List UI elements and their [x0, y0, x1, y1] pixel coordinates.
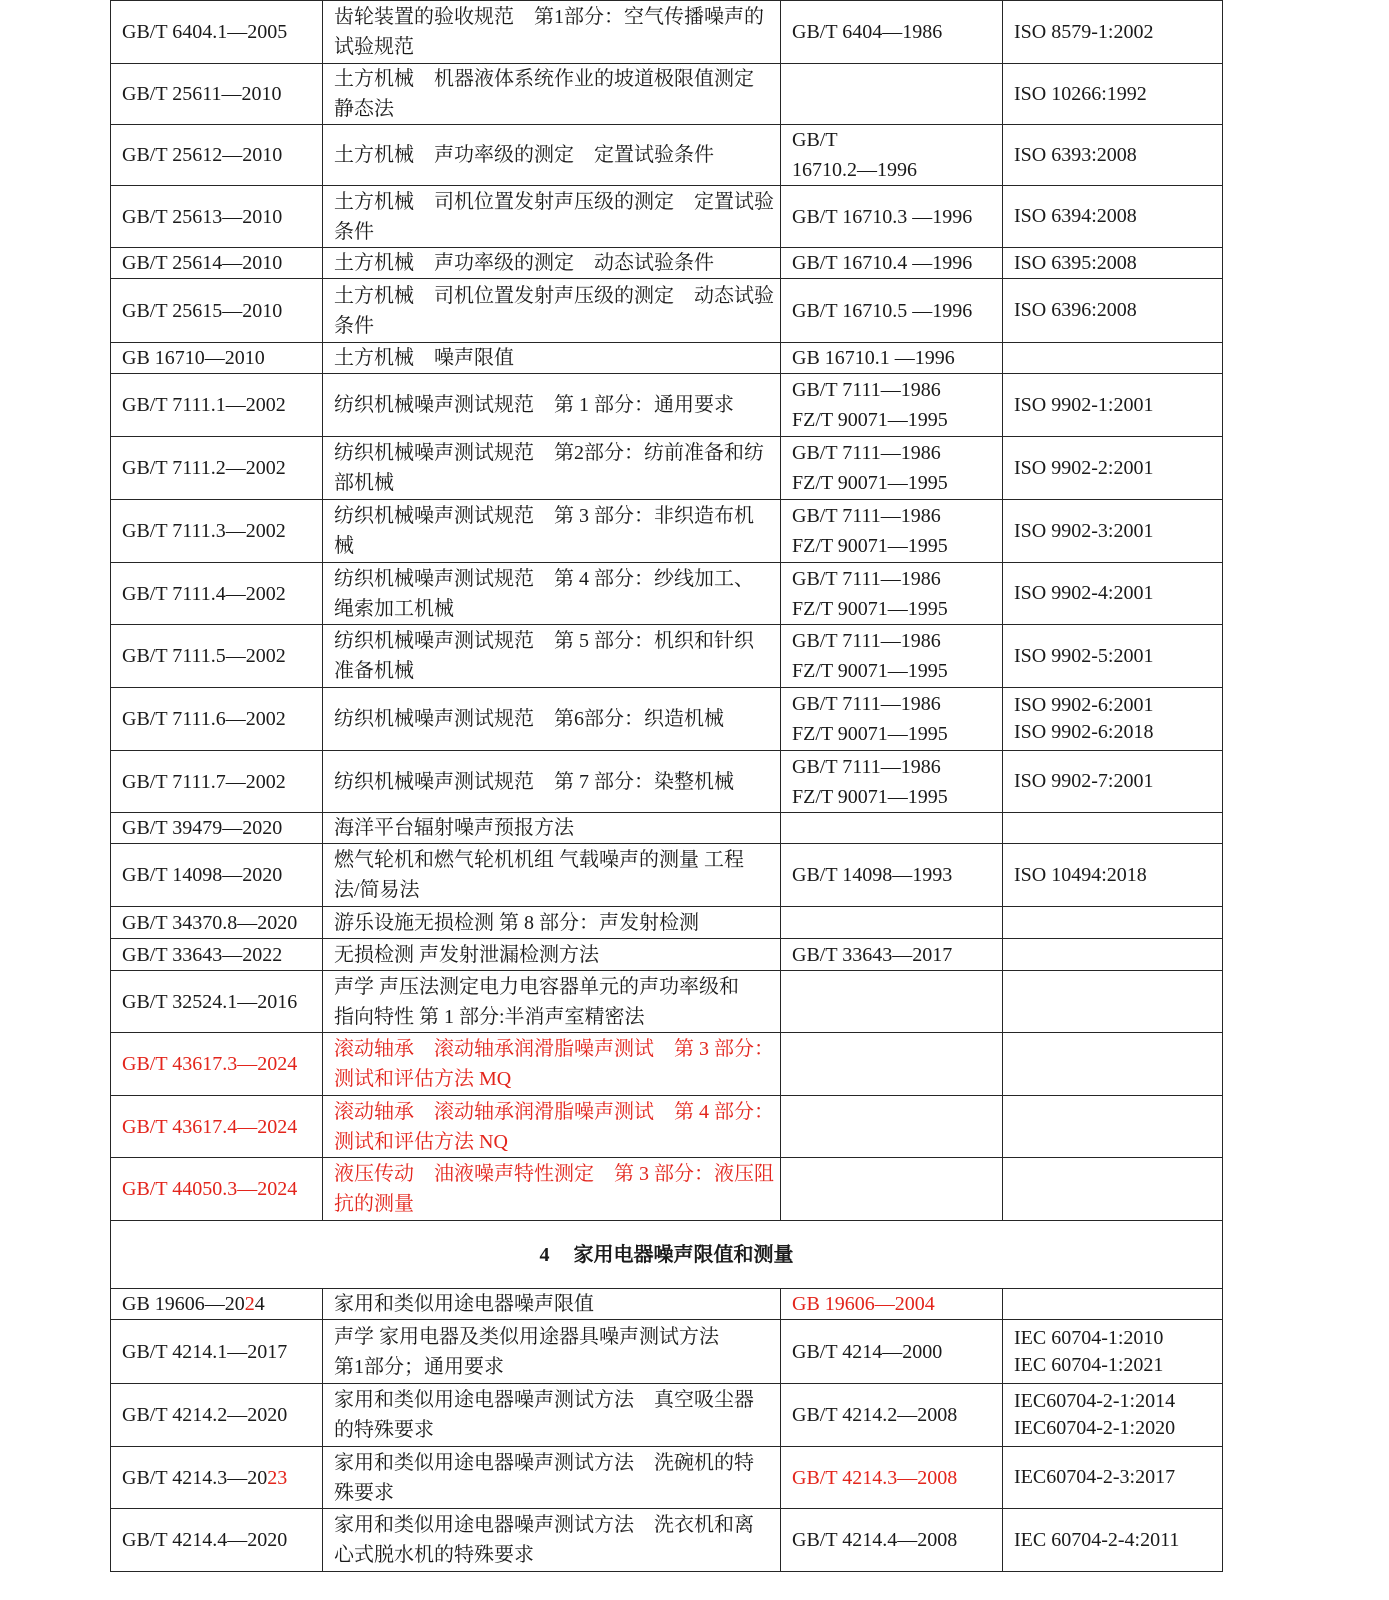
adopted-international-standard-cell: [1003, 1320, 1223, 1384]
standard-title-line: 试验规范: [334, 36, 414, 58]
replaced-standard: GB/T 7111—1986: [792, 630, 941, 652]
adopted-international-standard: ISO 6396:2008: [1014, 299, 1137, 321]
standard-code-cell: [111, 813, 323, 844]
adopted-international-standard-cell: [1003, 1509, 1223, 1572]
standard-code: GB/T 7111.7—2002: [122, 770, 286, 793]
replaced-standard-cell: [781, 64, 1003, 125]
standard-code-cell: [111, 1096, 323, 1158]
table-row: [111, 500, 1223, 563]
standard-title-cell: [323, 186, 781, 248]
adopted-international-standard-cell: [1003, 1033, 1223, 1096]
standard-title-cell: [323, 563, 781, 625]
replaced-standard: GB/T 6404—1986: [792, 21, 943, 43]
standard-code: GB/T 7111.2—2002: [122, 457, 286, 479]
standard-code: GB/T 32524.1—2016: [122, 990, 298, 1013]
table-row: [111, 1289, 1223, 1320]
standard-code-cell: [111, 1158, 323, 1221]
replaced-standard-cell: [781, 186, 1003, 248]
replaced-standard: GB 16710.1 —1996: [792, 347, 955, 369]
standard-title-cell: [323, 1320, 781, 1384]
replaced-standard-cell: [781, 1096, 1003, 1158]
standard-title-line: 条件: [334, 314, 374, 337]
standard-title-line: 声学 家用电器及类似用途器具噪声测试方法: [334, 1325, 719, 1348]
standard-code-cell: [111, 1320, 323, 1384]
adopted-international-standard: ISO 9902-4:2001: [1014, 582, 1154, 604]
standard-title-line: 土方机械 司机位置发射声压级的测定 动态试验: [334, 284, 774, 307]
adopted-international-standard: ISO 6393:2008: [1014, 143, 1137, 166]
adopted-international-standard-cell: [1003, 500, 1223, 563]
standard-title-cell: [323, 1096, 781, 1158]
table-row: [111, 1158, 1223, 1221]
table-row: [111, 1, 1223, 64]
standard-title-cell: [323, 813, 781, 844]
replaced-standard-cell: [781, 907, 1003, 939]
standard-code-part: 4: [254, 1293, 265, 1315]
adopted-international-standard-cell: [1003, 1289, 1223, 1320]
standard-title-line: 滚动轴承 滚动轴承润滑脂噪声测试 第 4 部分：: [334, 1100, 774, 1123]
adopted-international-standard: ISO 10266:1992: [1014, 82, 1147, 105]
adopted-international-standard-cell: [1003, 939, 1223, 971]
standard-code-cell: [111, 64, 323, 125]
standard-code-cell: [111, 1384, 323, 1447]
standard-title-cell: [323, 688, 781, 751]
standard-code-cell: [111, 1033, 323, 1096]
standard-title-line: 准备机械: [334, 660, 414, 682]
standard-title-line: 殊要求: [334, 1481, 394, 1504]
standard-title-cell: [323, 125, 781, 186]
standard-code: GB/T 25615—2010: [122, 299, 283, 322]
standard-code: GB/T 43617.3—2024: [122, 1053, 298, 1075]
standard-code: GB/T 4214.4—2020: [122, 1529, 288, 1551]
standard-title-line: 指向特性 第 1 部分:半消声室精密法: [334, 1005, 645, 1028]
standard-title-line: 土方机械 司机位置发射声压级的测定 定置试验: [334, 190, 774, 213]
standard-code-cell: [111, 939, 323, 971]
replaced-standard-cell: [781, 279, 1003, 343]
table-row: [111, 971, 1223, 1033]
standard-title-line: 滚动轴承 滚动轴承润滑脂噪声测试 第 3 部分：: [334, 1038, 774, 1060]
replaced-standard-cell: [781, 1384, 1003, 1447]
table-row: [111, 279, 1223, 343]
replaced-standard: GB/T 7111—1986: [792, 693, 941, 715]
standard-code: GB/T 7111.1—2002: [122, 394, 286, 416]
standard-title-line: 声学 声压法测定电力电容器单元的声功率级和: [334, 975, 739, 998]
replaced-standard-cell: [781, 343, 1003, 374]
adopted-international-standard: ISO 9902-6:2018: [1014, 721, 1154, 743]
standard-title-line: 无损检测 声发射泄漏检测方法: [334, 943, 599, 966]
standard-code-cell: [111, 1, 323, 64]
table-row: [111, 64, 1223, 125]
standard-code-cell: [111, 500, 323, 563]
replaced-standard-cell: [781, 971, 1003, 1033]
adopted-international-standard-cell: [1003, 248, 1223, 279]
standard-title-line: 纺织机械噪声测试规范 第 5 部分：机织和针织: [334, 630, 754, 652]
adopted-international-standard: IEC60704-2-3:2017: [1014, 1466, 1176, 1488]
replaced-standard: GB/T 4214.4—2008: [792, 1529, 958, 1551]
replaced-standard-cell: [781, 437, 1003, 500]
adopted-international-standard-cell: [1003, 751, 1223, 813]
replaced-standard: GB/T 33643—2017: [792, 943, 953, 966]
replaced-standard-cell: [781, 939, 1003, 971]
standard-title-cell: [323, 64, 781, 125]
standard-title-line: 纺织机械噪声测试规范 第 4 部分：纱线加工、: [334, 567, 754, 590]
replaced-standard-cell: [781, 1289, 1003, 1320]
standard-title-cell: [323, 1, 781, 64]
replaced-standard-cell: [781, 1, 1003, 64]
replaced-standard: FZ/T 90071—1995: [792, 409, 948, 431]
adopted-international-standard-cell: [1003, 971, 1223, 1033]
adopted-international-standard: ISO 6394:2008: [1014, 205, 1137, 227]
table-row: [111, 186, 1223, 248]
standard-code-part: GB 19606—20: [122, 1293, 245, 1315]
standard-code: [122, 1463, 320, 1493]
table-row: [111, 688, 1223, 751]
replaced-standard-cell: [781, 1033, 1003, 1096]
table-row: [111, 939, 1223, 971]
adopted-international-standard-cell: [1003, 437, 1223, 500]
adopted-international-standard-cell: [1003, 374, 1223, 437]
table-row: [111, 563, 1223, 625]
replaced-standard: GB/T 7111—1986: [792, 755, 941, 778]
table-row: [111, 437, 1223, 500]
adopted-international-standard-cell: [1003, 625, 1223, 688]
standard-title-line: 测试和评估方法 MQ: [334, 1068, 512, 1090]
standard-code-cell: [111, 907, 323, 939]
adopted-international-standard: IEC60704-2-1:2020: [1014, 1417, 1176, 1439]
replaced-standard-cell: [781, 813, 1003, 844]
replaced-standard-cell: [781, 1509, 1003, 1572]
adopted-international-standard: ISO 9902-3:2001: [1014, 519, 1154, 542]
standard-code-cell: [111, 971, 323, 1033]
standard-code: GB/T 7111.5—2002: [122, 645, 286, 667]
adopted-international-standard-cell: [1003, 343, 1223, 374]
replaced-standard: FZ/T 90071—1995: [792, 723, 948, 745]
replaced-standard: FZ/T 90071—1995: [792, 535, 948, 557]
adopted-international-standard-cell: [1003, 844, 1223, 907]
adopted-international-standard-cell: [1003, 907, 1223, 939]
section-heading-row: [111, 1221, 1223, 1289]
adopted-international-standard: ISO 9902-2:2001: [1014, 456, 1154, 479]
standard-code-part: 2: [244, 1293, 255, 1315]
standard-title-cell: [323, 625, 781, 688]
replaced-standard-cell: [781, 844, 1003, 907]
adopted-international-standard-cell: [1003, 563, 1223, 625]
adopted-international-standard: ISO 8579-1:2002: [1014, 20, 1154, 43]
standard-title-line: 械: [334, 535, 354, 557]
standard-code: GB/T 7111.6—2002: [122, 708, 286, 730]
replaced-standard: GB/T 7111—1986: [792, 567, 941, 590]
standard-code: GB/T 7111.3—2002: [122, 520, 286, 542]
standard-title-line: 海洋平台辐射噪声预报方法: [334, 817, 574, 839]
standard-code: GB/T 6404.1—2005: [122, 21, 288, 43]
adopted-international-standard: ISO 9902-1:2001: [1014, 393, 1154, 416]
standards-table-body: [111, 1, 1223, 1572]
standard-title-cell: [323, 1158, 781, 1221]
table-row: [111, 125, 1223, 186]
standard-title-line: 测试和评估方法 NQ: [334, 1130, 508, 1153]
standard-title-cell: [323, 939, 781, 971]
adopted-international-standard: ISO 6395:2008: [1014, 251, 1137, 274]
standard-code-cell: [111, 125, 323, 186]
standard-title-line: 条件: [334, 220, 374, 243]
standard-title-line: 家用和类似用途电器噪声测试方法 洗衣机和离: [334, 1514, 754, 1536]
adopted-international-standard: ISO 10494:2018: [1014, 863, 1147, 886]
standard-title-line: 液压传动 油液噪声特性测定 第 3 部分：液压阻: [334, 1163, 774, 1185]
standard-title-line: 土方机械 噪声限值: [334, 347, 514, 369]
replaced-standard: GB/T 4214.3—2008: [792, 1466, 958, 1489]
table-row: [111, 1447, 1223, 1509]
standard-title-cell: [323, 971, 781, 1033]
table-row: [111, 625, 1223, 688]
replaced-standard: FZ/T 90071—1995: [792, 472, 948, 494]
standard-code-part: 23: [267, 1466, 288, 1489]
section-heading-cell: [111, 1221, 1223, 1289]
standard-title-line: 家用和类似用途电器噪声测试方法 洗碗机的特: [334, 1451, 754, 1474]
replaced-standard: GB/T 16710.3 —1996: [792, 205, 973, 228]
standard-title-line: 家用和类似用途电器噪声测试方法 真空吸尘器: [334, 1389, 754, 1411]
standard-title-line: 土方机械 声功率级的测定 动态试验条件: [334, 252, 714, 274]
standard-title-line: 抗的测量: [334, 1193, 414, 1215]
table-row: [111, 1509, 1223, 1572]
table-row: [111, 1384, 1223, 1447]
standard-code-cell: [111, 844, 323, 907]
standard-code: GB/T 4214.1—2017: [122, 1340, 288, 1363]
standard-code: GB/T 25614—2010: [122, 252, 283, 274]
standard-code: GB/T 39479—2020: [122, 817, 283, 839]
standard-title-cell: [323, 500, 781, 563]
replaced-standard-cell: [781, 1320, 1003, 1384]
standard-title-cell: [323, 1289, 781, 1320]
adopted-international-standard: ISO 9902-7:2001: [1014, 770, 1154, 792]
standard-code: GB/T 25612—2010: [122, 144, 283, 166]
standard-code-cell: [111, 374, 323, 437]
standard-code: GB/T 43617.4—2024: [122, 1115, 298, 1138]
standard-code: GB 16710—2010: [122, 347, 265, 369]
adopted-international-standard: IEC 60704-2-4:2011: [1014, 1528, 1180, 1551]
adopted-international-standard: IEC60704-2-1:2014: [1014, 1390, 1176, 1412]
standard-title-cell: [323, 437, 781, 500]
table-row: [111, 248, 1223, 279]
standard-title-line: 心式脱水机的特殊要求: [334, 1544, 534, 1566]
adopted-international-standard: ISO 9902-5:2001: [1014, 644, 1154, 667]
standard-title-line: 的特殊要求: [334, 1419, 434, 1441]
standard-code-cell: [111, 279, 323, 343]
replaced-standard-cell: [781, 374, 1003, 437]
adopted-international-standard-cell: [1003, 1447, 1223, 1509]
standard-title-cell: [323, 248, 781, 279]
standard-code-cell: [111, 1509, 323, 1572]
section-title: 家用电器噪声限值和测量: [573, 1243, 794, 1266]
standard-title-line: 静态法: [334, 98, 394, 120]
replaced-standard: GB/T 16710.4 —1996: [792, 252, 973, 274]
table-row: [111, 343, 1223, 374]
replaced-standard-cell: [781, 125, 1003, 186]
adopted-international-standard-cell: [1003, 1, 1223, 64]
replaced-standard: 16710.2—1996: [792, 159, 917, 181]
table-row: [111, 907, 1223, 939]
replaced-standard: GB/T 16710.5 —1996: [792, 299, 973, 322]
standard-code-cell: [111, 343, 323, 374]
replaced-standard-cell: [781, 248, 1003, 279]
replaced-standard: FZ/T 90071—1995: [792, 785, 948, 808]
table-row: [111, 1320, 1223, 1384]
standard-code: GB/T 4214.2—2020: [122, 1404, 288, 1426]
standard-code: GB/T 7111.4—2002: [122, 582, 286, 605]
standards-table: [110, 0, 1223, 1572]
standard-code: GB/T 33643—2022: [122, 943, 283, 966]
replaced-standard: FZ/T 90071—1995: [792, 660, 948, 682]
replaced-standard-cell: [781, 1447, 1003, 1509]
adopted-international-standard-cell: [1003, 125, 1223, 186]
standard-title-line: 游乐设施无损检测 第 8 部分：声发射检测: [334, 911, 699, 934]
adopted-international-standard: ISO 9902-6:2001: [1014, 694, 1154, 716]
standard-title-cell: [323, 1033, 781, 1096]
standard-title-cell: [323, 279, 781, 343]
standard-title-line: 纺织机械噪声测试规范 第6部分：织造机械: [334, 708, 724, 730]
replaced-standard-cell: [781, 688, 1003, 751]
standard-title-line: 第1部分；通用要求: [334, 1355, 504, 1378]
standard-code-cell: [111, 1447, 323, 1509]
standard-title-line: 纺织机械噪声测试规范 第 3 部分：非织造布机: [334, 505, 754, 527]
standard-code-cell: [111, 186, 323, 248]
table-row: [111, 1096, 1223, 1158]
standard-title-cell: [323, 1447, 781, 1509]
standard-title-cell: [323, 1384, 781, 1447]
standard-code-cell: [111, 688, 323, 751]
adopted-international-standard-cell: [1003, 1096, 1223, 1158]
adopted-international-standard-cell: [1003, 1158, 1223, 1221]
standard-title-line: 土方机械 机器液体系统作业的坡道极限值测定: [334, 68, 754, 90]
replaced-standard: GB/T 14098—1993: [792, 864, 953, 886]
standard-code-cell: [111, 563, 323, 625]
replaced-standard: GB/T: [792, 129, 838, 151]
standard-title-cell: [323, 343, 781, 374]
replaced-standard-cell: [781, 1158, 1003, 1221]
adopted-international-standard-cell: [1003, 279, 1223, 343]
replaced-standard-cell: [781, 500, 1003, 563]
replaced-standard: GB/T 7111—1986: [792, 505, 941, 527]
replaced-standard: GB/T 7111—1986: [792, 379, 941, 401]
section-number: 4: [539, 1243, 550, 1266]
standard-code-part: GB/T 4214.3—20: [122, 1466, 268, 1489]
standard-title-cell: [323, 751, 781, 813]
standard-title-line: 土方机械 声功率级的测定 定置试验条件: [334, 144, 714, 166]
standard-code: GB/T 25613—2010: [122, 205, 283, 228]
standard-title-cell: [323, 907, 781, 939]
adopted-international-standard-cell: [1003, 1384, 1223, 1447]
standard-title-line: 纺织机械噪声测试规范 第 1 部分：通用要求: [334, 394, 734, 416]
table-row: [111, 813, 1223, 844]
standard-title-line: 家用和类似用途电器噪声限值: [334, 1293, 594, 1315]
adopted-international-standard-cell: [1003, 688, 1223, 751]
adopted-international-standard-cell: [1003, 186, 1223, 248]
replaced-standard-cell: [781, 563, 1003, 625]
replaced-standard: GB/T 4214.2—2008: [792, 1404, 958, 1426]
replaced-standard-cell: [781, 625, 1003, 688]
standard-code-cell: [111, 1289, 323, 1320]
standard-title-line: 部机械: [334, 472, 394, 494]
standard-title-line: 绳索加工机械: [334, 597, 454, 620]
standard-title-line: 齿轮装置的验收规范 第1部分：空气传播噪声的: [334, 6, 764, 28]
standard-code: [122, 1289, 320, 1319]
standard-code-cell: [111, 625, 323, 688]
adopted-international-standard: IEC 60704-1:2021: [1014, 1353, 1164, 1376]
standard-code-cell: [111, 437, 323, 500]
standard-code-cell: [111, 751, 323, 813]
standard-title-line: 纺织机械噪声测试规范 第2部分：纺前准备和纺: [334, 442, 764, 464]
standard-title-cell: [323, 1509, 781, 1572]
replaced-standard: GB/T 4214—2000: [792, 1340, 943, 1363]
standard-code: GB/T 14098—2020: [122, 864, 283, 886]
adopted-international-standard: IEC 60704-1:2010: [1014, 1326, 1164, 1349]
replaced-standard: FZ/T 90071—1995: [792, 597, 948, 620]
standard-title-cell: [323, 844, 781, 907]
table-row: [111, 751, 1223, 813]
adopted-international-standard-cell: [1003, 813, 1223, 844]
table-row: [111, 1033, 1223, 1096]
standard-code-cell: [111, 248, 323, 279]
replaced-standard: GB/T 7111—1986: [792, 442, 941, 464]
standard-title-line: 燃气轮机和燃气轮机机组 气载噪声的测量 工程: [334, 849, 744, 871]
replaced-standard-cell: [781, 751, 1003, 813]
standard-title-line: 法/简易法: [334, 879, 420, 901]
replaced-standard: GB 19606—2004: [792, 1293, 935, 1315]
standard-code: GB/T 44050.3—2024: [122, 1178, 298, 1200]
table-row: [111, 844, 1223, 907]
table-row: [111, 374, 1223, 437]
standard-title-cell: [323, 374, 781, 437]
adopted-international-standard-cell: [1003, 64, 1223, 125]
standard-title-line: 纺织机械噪声测试规范 第 7 部分：染整机械: [334, 770, 734, 793]
standard-code: GB/T 34370.8—2020: [122, 911, 298, 934]
standard-code: GB/T 25611—2010: [122, 83, 282, 105]
